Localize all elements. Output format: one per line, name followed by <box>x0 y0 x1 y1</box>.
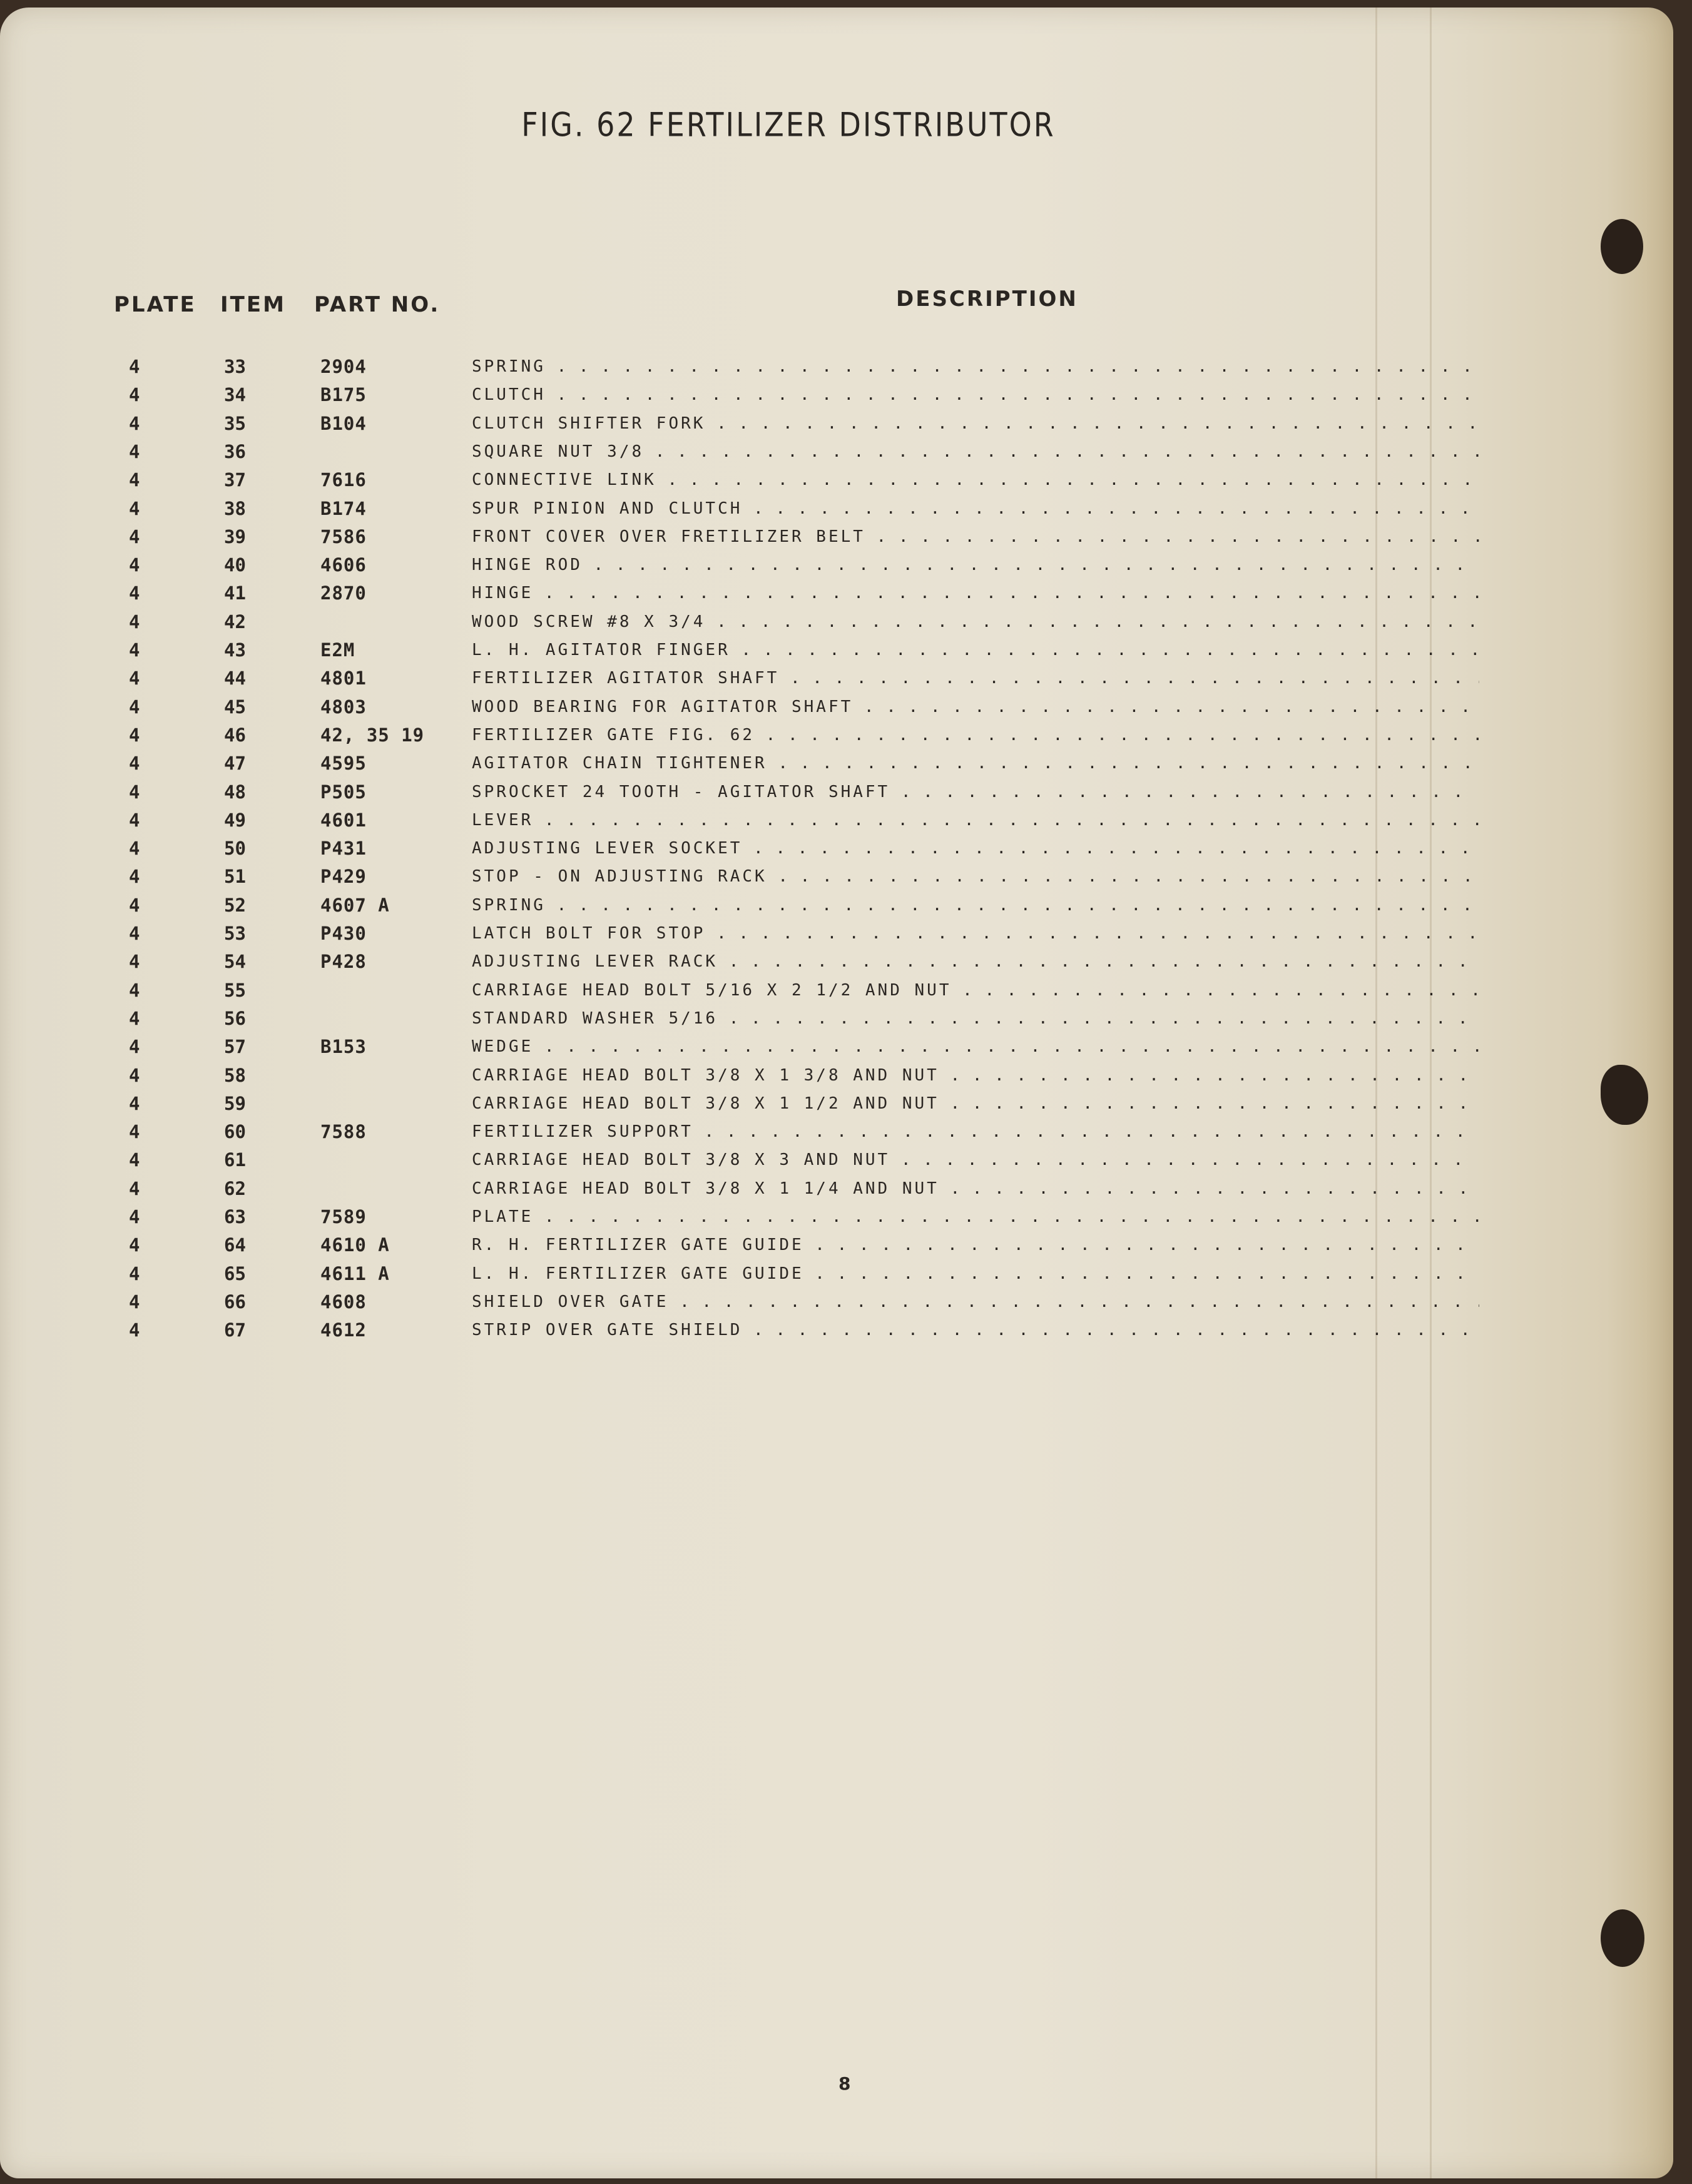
item-cell: 57 <box>224 1036 246 1058</box>
table-row <box>0 1260 1502 1288</box>
plate-cell: 4 <box>129 554 140 576</box>
part-no-cell: B174 <box>320 497 367 519</box>
part-no-cell: 7589 <box>320 1206 367 1227</box>
description-cell: CARRIAGE HEAD BOLT 5/16 X 2 1/2 AND NUT . . . <box>472 977 1479 1004</box>
table-row <box>0 778 1502 806</box>
table-row <box>0 636 1502 664</box>
item-cell: 55 <box>224 979 246 1001</box>
table-row <box>0 1175 1502 1202</box>
plate-cell: 4 <box>129 412 140 434</box>
description-cell: STOP - ON ADJUSTING RACK . . . <box>472 863 1479 890</box>
table-row <box>0 977 1502 1004</box>
description-cell: L. H. FERTILIZER GATE GUIDE . . . <box>472 1260 1479 1288</box>
part-no-cell: 4801 <box>320 668 367 689</box>
table-row <box>0 664 1502 692</box>
plate-cell: 4 <box>129 1177 140 1199</box>
part-no-cell: 2904 <box>320 356 367 377</box>
table-row <box>0 608 1502 636</box>
item-cell: 43 <box>224 639 246 661</box>
plate-cell: 4 <box>129 1064 140 1086</box>
item-cell: 34 <box>224 384 246 406</box>
item-cell: 33 <box>224 356 246 377</box>
table-row <box>0 1090 1502 1117</box>
part-no-cell: 4608 <box>320 1291 367 1313</box>
item-cell: 48 <box>224 781 246 803</box>
table-row <box>0 948 1502 975</box>
plate-cell: 4 <box>129 1036 140 1058</box>
item-cell: 66 <box>224 1291 246 1313</box>
description-cell: SPUR PINION AND CLUTCH . . . <box>472 495 1479 522</box>
table-row <box>0 1062 1502 1089</box>
part-no-cell: B175 <box>320 384 367 406</box>
description-cell: L. H. AGITATOR FINGER . . . <box>472 636 1479 664</box>
plate-cell: 4 <box>129 781 140 803</box>
part-no-cell: 4607 A <box>320 894 390 916</box>
item-cell: 37 <box>224 469 246 491</box>
part-no-cell: P505 <box>320 781 367 803</box>
plate-cell: 4 <box>129 724 140 746</box>
part-no-cell: P431 <box>320 838 367 860</box>
plate-cell: 4 <box>129 1206 140 1227</box>
part-no-cell: 7586 <box>320 526 367 547</box>
col-header-plate: PLATE <box>114 292 196 317</box>
description-cell: WOOD BEARING FOR AGITATOR SHAFT . . . <box>472 693 1479 721</box>
description-cell: SPRING . . . <box>472 891 1479 919</box>
part-no-cell: P429 <box>320 866 367 888</box>
plate-cell: 4 <box>129 356 140 377</box>
part-no-cell: B153 <box>320 1036 367 1058</box>
item-cell: 64 <box>224 1234 246 1256</box>
description-cell: LATCH BOLT FOR STOP . . . <box>472 920 1479 947</box>
table-row <box>0 920 1502 947</box>
table-row <box>0 891 1502 919</box>
plate-cell: 4 <box>129 611 140 632</box>
part-no-cell: 7588 <box>320 1121 367 1143</box>
table-row <box>0 579 1502 607</box>
item-cell: 52 <box>224 894 246 916</box>
part-no-cell: 4611 A <box>320 1262 390 1284</box>
table-row <box>0 353 1502 380</box>
table-row <box>0 381 1502 409</box>
plate-cell: 4 <box>129 894 140 916</box>
col-header-item: ITEM <box>220 292 286 317</box>
part-no-cell: P428 <box>320 951 367 973</box>
item-cell: 42 <box>224 611 246 632</box>
part-no-cell: 4595 <box>320 753 367 775</box>
plate-cell: 4 <box>129 838 140 860</box>
description-cell: WEDGE . . . <box>472 1033 1479 1060</box>
item-cell: 61 <box>224 1149 246 1171</box>
plate-cell: 4 <box>129 639 140 661</box>
description-cell: WOOD SCREW #8 X 3/4 . . . <box>472 608 1479 636</box>
plate-cell: 4 <box>129 668 140 689</box>
plate-cell: 4 <box>129 469 140 491</box>
part-no-cell: 4601 <box>320 809 367 831</box>
item-cell: 63 <box>224 1206 246 1227</box>
table-row <box>0 1231 1502 1259</box>
item-cell: 67 <box>224 1319 246 1341</box>
description-cell: FRONT COVER OVER FRETILIZER BELT . . . <box>472 523 1479 551</box>
description-cell: PLATE . . . <box>472 1203 1479 1231</box>
description-cell: STANDARD WASHER 5/16 . . . <box>472 1005 1479 1032</box>
item-cell: 44 <box>224 668 246 689</box>
part-no-cell: 4803 <box>320 696 367 718</box>
description-cell: CARRIAGE HEAD BOLT 3/8 X 1 1/4 AND NUT . . . <box>472 1175 1479 1202</box>
part-no-cell: 4610 A <box>320 1234 390 1256</box>
plate-cell: 4 <box>129 951 140 973</box>
item-cell: 58 <box>224 1064 246 1086</box>
table-row <box>0 1118 1502 1145</box>
description-cell: CONNECTIVE LINK . . . <box>472 466 1479 494</box>
description-cell: HINGE ROD . . . <box>472 551 1479 579</box>
part-no-cell: E2M <box>320 639 355 661</box>
description-cell: LEVER . . . <box>472 806 1479 834</box>
table-row <box>0 749 1502 777</box>
description-cell: R. H. FERTILIZER GATE GUIDE . . . <box>472 1231 1479 1259</box>
part-no-cell: 7616 <box>320 469 367 491</box>
description-cell: CARRIAGE HEAD BOLT 3/8 X 1 1/2 AND NUT . . . <box>472 1090 1479 1117</box>
col-header-description: DESCRIPTION <box>896 287 1078 312</box>
part-no-cell: 4606 <box>320 554 367 576</box>
item-cell: 36 <box>224 440 246 462</box>
item-cell: 51 <box>224 866 246 888</box>
item-cell: 59 <box>224 1092 246 1114</box>
description-cell: FERTILIZER SUPPORT . . . <box>472 1118 1479 1145</box>
item-cell: 38 <box>224 497 246 519</box>
plate-cell: 4 <box>129 526 140 547</box>
plate-cell: 4 <box>129 582 140 604</box>
plate-cell: 4 <box>129 753 140 775</box>
table-row <box>0 438 1502 465</box>
plate-cell: 4 <box>129 1092 140 1114</box>
plate-cell: 4 <box>129 979 140 1001</box>
description-cell: CARRIAGE HEAD BOLT 3/8 X 1 3/8 AND NUT . . . <box>472 1062 1479 1089</box>
table-row <box>0 466 1502 494</box>
item-cell: 40 <box>224 554 246 576</box>
part-no-cell: P430 <box>320 923 367 944</box>
part-no-cell: 4612 <box>320 1319 367 1341</box>
description-cell: SPRING . . . <box>472 353 1479 380</box>
item-cell: 50 <box>224 838 246 860</box>
plate-cell: 4 <box>129 923 140 944</box>
table-row <box>0 1033 1502 1060</box>
description-cell: CLUTCH . . . <box>472 381 1479 409</box>
description-cell: AGITATOR CHAIN TIGHTENER . . . <box>472 749 1479 777</box>
description-cell: CARRIAGE HEAD BOLT 3/8 X 3 AND NUT . . . <box>472 1146 1479 1174</box>
plate-cell: 4 <box>129 696 140 718</box>
table-row <box>0 495 1502 522</box>
table-row <box>0 721 1502 749</box>
item-cell: 53 <box>224 923 246 944</box>
part-no-cell: B104 <box>320 412 367 434</box>
table-row <box>0 551 1502 579</box>
binder-hole <box>1601 1909 1644 1967</box>
plate-cell: 4 <box>129 809 140 831</box>
item-cell: 56 <box>224 1007 246 1029</box>
plate-cell: 4 <box>129 440 140 462</box>
plate-cell: 4 <box>129 1291 140 1313</box>
table-row <box>0 523 1502 551</box>
page-number: 8 <box>838 2073 851 2094</box>
item-cell: 60 <box>224 1121 246 1143</box>
description-cell: SQUARE NUT 3/8 . . . <box>472 438 1479 465</box>
plate-cell: 4 <box>129 1007 140 1029</box>
item-cell: 47 <box>224 753 246 775</box>
table-row <box>0 410 1502 437</box>
document-page <box>0 8 1673 2178</box>
item-cell: 65 <box>224 1262 246 1284</box>
plate-cell: 4 <box>129 1234 140 1256</box>
description-cell: SHIELD OVER GATE . . . <box>472 1288 1479 1316</box>
item-cell: 62 <box>224 1177 246 1199</box>
binder-hole <box>1601 1065 1648 1125</box>
description-cell: STRIP OVER GATE SHIELD . . . <box>472 1316 1479 1344</box>
plate-cell: 4 <box>129 1262 140 1284</box>
plate-cell: 4 <box>129 497 140 519</box>
plate-cell: 4 <box>129 1121 140 1143</box>
plate-cell: 4 <box>129 866 140 888</box>
description-cell: ADJUSTING LEVER RACK . . . <box>472 948 1479 975</box>
plate-cell: 4 <box>129 1319 140 1341</box>
table-row <box>0 806 1502 834</box>
description-cell: ADJUSTING LEVER SOCKET . . . <box>472 835 1479 862</box>
description-cell: SPROCKET 24 TOOTH - AGITATOR SHAFT . . . <box>472 778 1479 806</box>
table-row <box>0 1005 1502 1032</box>
description-cell: CLUTCH SHIFTER FORK . . . <box>472 410 1479 437</box>
item-cell: 46 <box>224 724 246 746</box>
item-cell: 39 <box>224 526 246 547</box>
description-cell: HINGE . . . <box>472 579 1479 607</box>
plate-cell: 4 <box>129 1149 140 1171</box>
plate-cell: 4 <box>129 384 140 406</box>
item-cell: 54 <box>224 951 246 973</box>
part-no-cell: 2870 <box>320 582 367 604</box>
table-row <box>0 1288 1502 1316</box>
item-cell: 35 <box>224 412 246 434</box>
binder-hole <box>1601 219 1643 274</box>
item-cell: 49 <box>224 809 246 831</box>
table-row <box>0 1316 1502 1344</box>
table-row <box>0 863 1502 890</box>
table-row <box>0 693 1502 721</box>
table-row <box>0 1146 1502 1174</box>
table-row <box>0 835 1502 862</box>
item-cell: 41 <box>224 582 246 604</box>
table-row <box>0 1203 1502 1231</box>
item-cell: 45 <box>224 696 246 718</box>
page-title: FIG. 62 FERTILIZER DISTRIBUTOR <box>521 104 1056 145</box>
description-cell: FERTILIZER GATE FIG. 62 . . . <box>472 721 1479 749</box>
col-header-part: PART NO. <box>314 292 441 317</box>
description-cell: FERTILIZER AGITATOR SHAFT . . . <box>472 664 1479 692</box>
part-no-cell: 42, 35 19 <box>320 724 425 746</box>
